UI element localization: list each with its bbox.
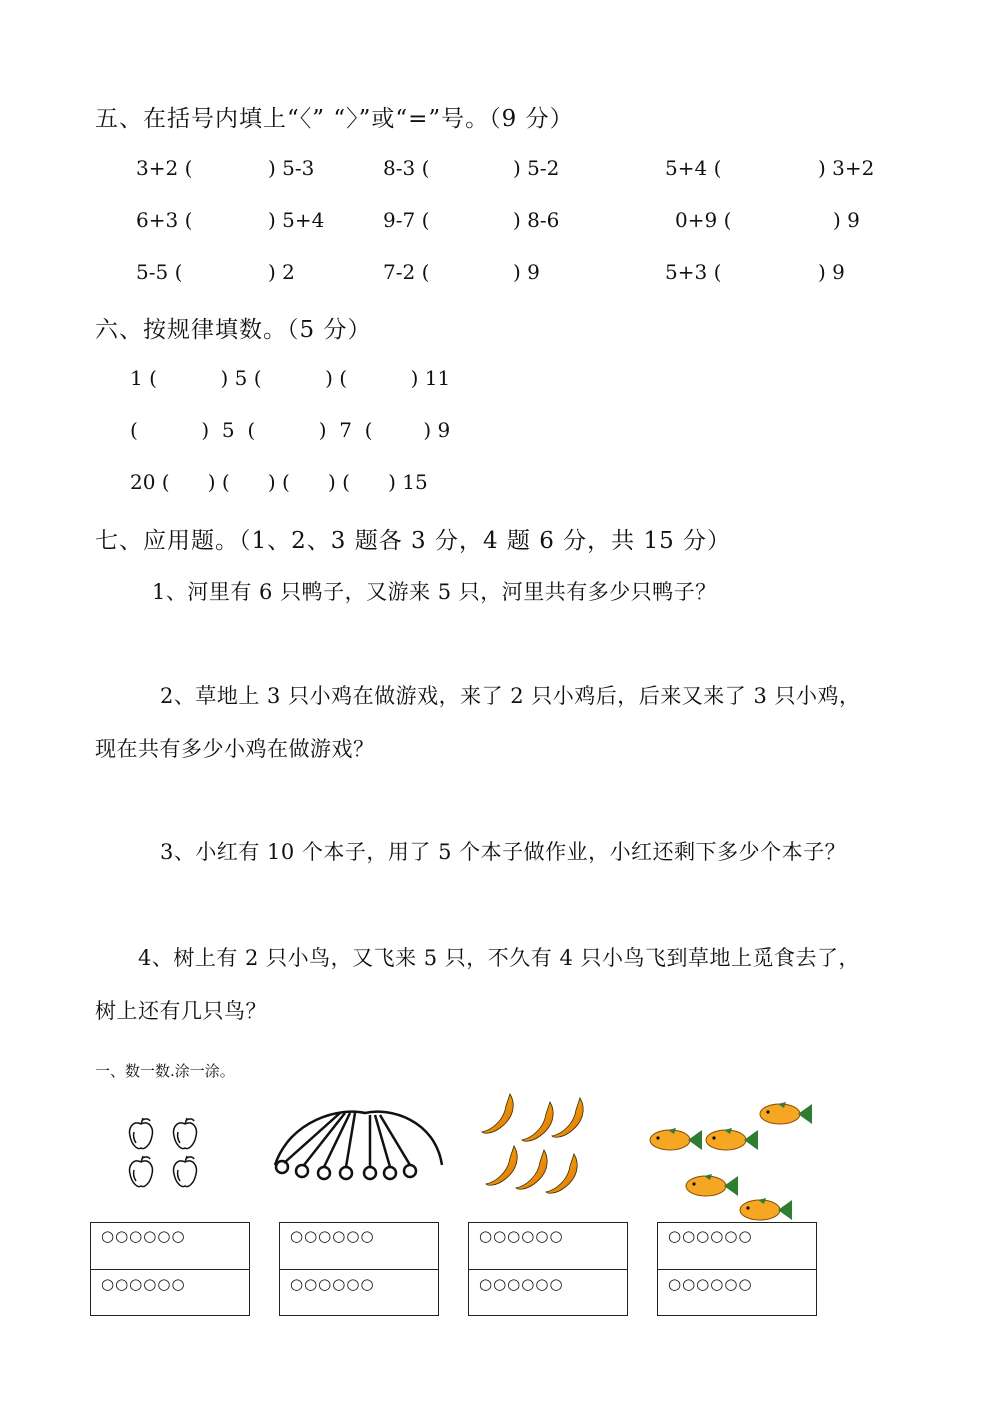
compare-right: ) 9 bbox=[818, 260, 845, 284]
compare-right: ) 9 bbox=[513, 260, 540, 284]
divider bbox=[91, 1269, 249, 1270]
compare-right: ) 2 bbox=[268, 260, 295, 284]
banana-icon bbox=[470, 1090, 600, 1195]
word-problem-2-line2: 现在共有多少小鸡在做游戏？ bbox=[95, 737, 375, 761]
answer-box bbox=[279, 1222, 439, 1316]
section6-title: 六、按规律填数。（5 分） bbox=[95, 317, 372, 343]
coloring-circles[interactable]: ○○○○○○ bbox=[101, 1275, 186, 1293]
word-problem-1: 1、河里有 6 只鸭子，又游来 5 只，河里共有多少只鸭子？ bbox=[152, 580, 717, 604]
compare-left: 9-7 ( bbox=[383, 208, 430, 232]
divider bbox=[280, 1269, 438, 1270]
compare-left: 5+3 ( bbox=[665, 260, 722, 284]
compare-left: 0+9 ( bbox=[675, 208, 732, 232]
sequence-row: 1 ( ) 5 ( ) ( ) 11 bbox=[130, 366, 451, 390]
coloring-circles[interactable]: ○○○○○○ bbox=[479, 1275, 564, 1293]
sequence-row: ( ) 5 ( ) 7 ( ) 9 bbox=[130, 418, 451, 442]
word-problem-4-line1: 4、树上有 2 只小鸟，又飞来 5 只，不久有 4 只小鸟飞到草地上觅食去了， bbox=[138, 946, 860, 970]
coloring-circles[interactable]: ○○○○○○ bbox=[668, 1275, 753, 1293]
compare-left: 8-3 ( bbox=[383, 156, 430, 180]
coloring-circles[interactable]: ○○○○○○ bbox=[290, 1227, 375, 1245]
apple-icon bbox=[120, 1108, 210, 1188]
word-problem-3: 3、小红有 10 个本子，用了 5 个本子做作业，小红还剩下多少个本子？ bbox=[160, 840, 847, 864]
word-problem-4-line2: 树上还有几只鸟？ bbox=[95, 999, 267, 1023]
word-problem-2-line1: 2、草地上 3 只小鸡在做游戏，来了 2 只小鸡后，后来又来了 3 只小鸡， bbox=[160, 684, 861, 708]
section5-title: 五、在括号内填上“〈” “〉”或“=”号。（9 分） bbox=[95, 106, 574, 132]
fish-icon bbox=[648, 1098, 818, 1233]
compare-left: 5-5 ( bbox=[136, 260, 183, 284]
coloring-circles[interactable]: ○○○○○○ bbox=[290, 1275, 375, 1293]
divider bbox=[469, 1269, 627, 1270]
compare-left: 7-2 ( bbox=[383, 260, 430, 284]
coloring-circles[interactable]: ○○○○○○ bbox=[101, 1227, 186, 1245]
coloring-circles[interactable]: ○○○○○○ bbox=[668, 1227, 753, 1245]
compare-right: ) 5+4 bbox=[268, 208, 325, 232]
divider bbox=[658, 1269, 816, 1270]
compare-left: 6+3 ( bbox=[136, 208, 193, 232]
answer-box bbox=[90, 1222, 250, 1316]
compare-right: ) 5-2 bbox=[513, 156, 560, 180]
coloring-circles[interactable]: ○○○○○○ bbox=[479, 1227, 564, 1245]
section7-title: 七、应用题。（1、2、3 题各 3 分，4 题 6 分，共 15 分） bbox=[95, 528, 732, 554]
answer-box bbox=[657, 1222, 817, 1316]
sequence-row: 20 ( ) ( ) ( ) ( ) 15 bbox=[130, 470, 428, 494]
compare-right: ) 9 bbox=[833, 208, 860, 232]
compare-right: ) 3+2 bbox=[818, 156, 875, 180]
compare-left: 5+4 ( bbox=[665, 156, 722, 180]
answer-box bbox=[468, 1222, 628, 1316]
section1-title: 一、数一数.涂一涂。 bbox=[95, 1062, 235, 1080]
compare-right: ) 8-6 bbox=[513, 208, 560, 232]
ball-icon bbox=[270, 1105, 450, 1195]
compare-left: 3+2 ( bbox=[136, 156, 193, 180]
compare-right: ) 5-3 bbox=[268, 156, 315, 180]
